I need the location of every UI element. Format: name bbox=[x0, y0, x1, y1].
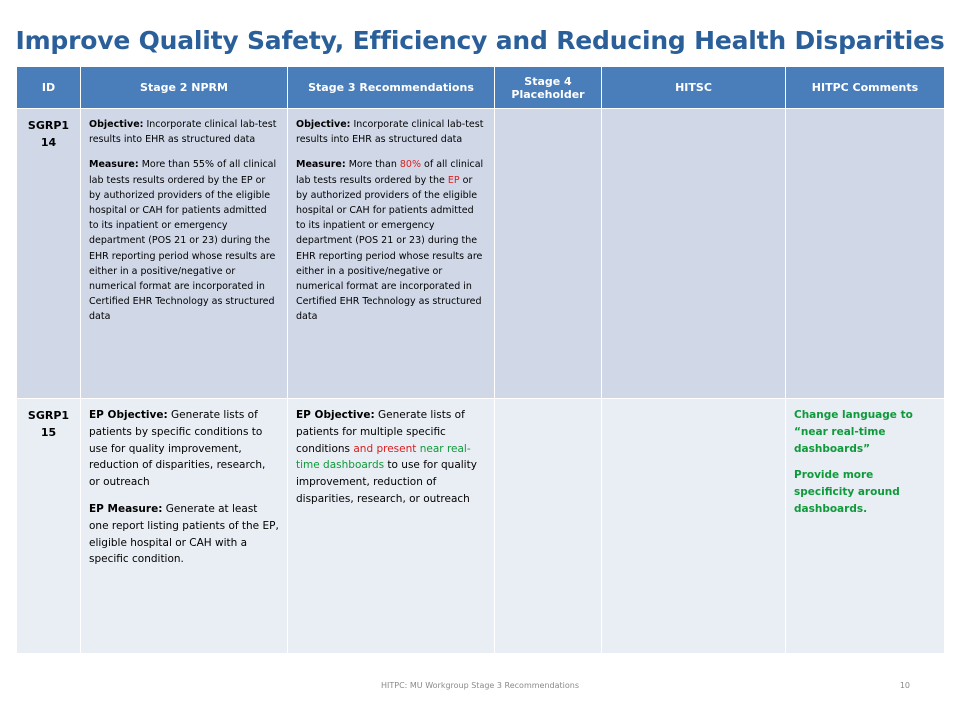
objective-text: EP Objective: Generate lists of patients by specific conditions to use for quality improvement, reduction of disparities, research, or outreach bbox=[89, 409, 266, 489]
objective-text: Objective: Incorporate clinical lab-test results into EHR as structured data bbox=[296, 119, 484, 146]
stage2-cell bbox=[81, 399, 288, 654]
hitsc-cell bbox=[602, 399, 786, 654]
comments-cell bbox=[786, 399, 945, 654]
stage3-cell bbox=[288, 109, 495, 399]
objective-text: EP Objective: Generate lists of patients for multiple specific conditions and present near real-time dashboards to use for quality improvement, reduction of disparities, research, or outreach bbox=[296, 409, 477, 505]
measure-text: Measure: More than 55% of all clinical lab tests results ordered by the EP or by authorized providers of the eligible hospital or CAH for patients admitted to its inpatient or emergency department (POS 21 or 23) during the EHR reporting period whose results are either in a positive/negative or numerical format are incorporated in Certified EHR Technology as structured data bbox=[89, 159, 277, 323]
header-stage2: Stage 2 NPRM bbox=[81, 67, 288, 109]
footer-text: HITPC: MU Workgroup Stage 3 Recommendations bbox=[380, 681, 579, 690]
comment-text: Change language to “near real-time dashboards” bbox=[794, 409, 913, 455]
objective-label: EP Objective: bbox=[89, 409, 168, 421]
table-header-row bbox=[17, 67, 945, 109]
objective-label: Objective: bbox=[89, 119, 144, 130]
hitsc-cell bbox=[602, 109, 786, 399]
row-id: SGRP1 14 bbox=[17, 109, 81, 399]
stage4-cell bbox=[495, 399, 602, 654]
objective-label: Objective: bbox=[296, 119, 351, 130]
measure-label: Measure: bbox=[89, 159, 139, 171]
table-row bbox=[17, 399, 945, 654]
stage2-cell bbox=[81, 109, 288, 399]
changed-text: EP bbox=[447, 174, 460, 186]
header-hitpc-comments: HITPC Comments bbox=[786, 67, 945, 109]
table-row bbox=[17, 109, 945, 399]
comment-text: Provide more specificity around dashboards. bbox=[794, 469, 900, 515]
measure-text: Measure: More than 80% of all clinical lab tests results ordered by the EP or by authorized providers of the eligible hospital or CAH for patients admitted to its inpatient or emergency department (POS 21 or 23) during the EHR reporting period whose results are either in a positive/negative or numerical format are incorporated in Certified EHR Technology as structured data bbox=[296, 159, 484, 323]
header-hitsc: HITSC bbox=[602, 67, 786, 109]
objective-label: EP Objective: bbox=[296, 409, 375, 421]
comments-cell bbox=[786, 109, 945, 399]
header-stage3: Stage 3 Recommendations bbox=[288, 67, 495, 109]
header-id: ID bbox=[17, 67, 81, 109]
measure-label: EP Measure: bbox=[89, 502, 163, 515]
recommendations-table bbox=[16, 66, 945, 654]
changed-text: and present bbox=[353, 442, 417, 455]
changed-text: near real-time dashboards bbox=[296, 442, 471, 472]
header-stage4: Stage 4 Placeholder bbox=[495, 67, 602, 109]
slide-title: Improve Quality Safety, Efficiency and Reducing Health Disparities bbox=[15, 26, 945, 55]
row-id: SGRP1 15 bbox=[17, 399, 81, 654]
stage3-cell bbox=[288, 399, 495, 654]
objective-text: Objective: Incorporate clinical lab-test results into EHR as structured data bbox=[89, 119, 277, 146]
page-number: 10 bbox=[899, 681, 910, 690]
changed-text: 80% bbox=[399, 159, 422, 171]
stage4-cell bbox=[495, 109, 602, 399]
measure-label: Measure: bbox=[296, 159, 346, 171]
measure-text: EP Measure: Generate at least one report listing patients of the EP, eligible hospital or CAH with a specific condition. bbox=[89, 502, 279, 566]
